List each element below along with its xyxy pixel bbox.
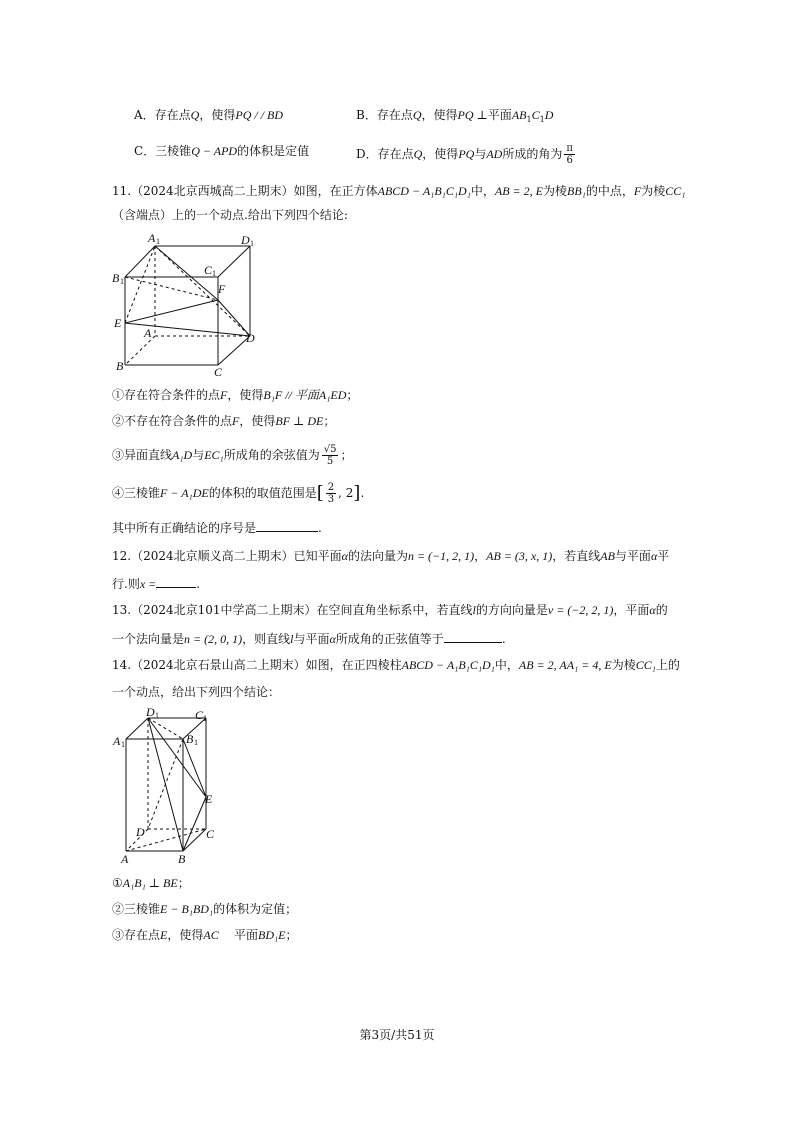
q14-s3-e: E bbox=[160, 928, 168, 942]
q14-s1-expr: A₁B₁ ⊥ BE bbox=[122, 876, 178, 890]
page-number: 第3页/共51页 bbox=[359, 1028, 435, 1042]
q14-s3-ac: AC bbox=[203, 928, 219, 942]
q11-s3-pre: ③异面直线 bbox=[112, 448, 173, 462]
q11-label-c: C bbox=[214, 365, 223, 379]
q14-label-a1: A bbox=[113, 734, 121, 748]
q12-answer-blank[interactable] bbox=[156, 577, 196, 588]
q13-line1-b: 的方向向量是 bbox=[475, 603, 548, 617]
q12-line2-a: 行.则 bbox=[112, 577, 140, 591]
q13-alpha2: α bbox=[329, 632, 336, 646]
q14-label-a1-sub: 1 bbox=[121, 740, 125, 749]
q11-label-e: E bbox=[114, 316, 122, 330]
q14-label-a: A bbox=[121, 852, 129, 865]
q11-statement-4 bbox=[112, 482, 364, 505]
q11-text1: 中， bbox=[470, 184, 495, 198]
q13-answer-blank[interactable] bbox=[444, 632, 502, 643]
q11-label-d1: D bbox=[241, 233, 250, 247]
q14-s3-tail: 平面 bbox=[233, 928, 258, 942]
q11-edge1: BB₁ bbox=[567, 184, 586, 198]
q11-s1-plane: A₁ED bbox=[318, 388, 347, 402]
q12-ab2: AB bbox=[600, 549, 615, 563]
option-d bbox=[356, 143, 577, 166]
q11-s2-mid: ，使得 bbox=[239, 414, 276, 428]
option-b-expr: PQ ⊥ bbox=[457, 108, 488, 122]
q11-label-d1-sub: 1 bbox=[250, 239, 254, 248]
q11-answer-end: . bbox=[318, 521, 322, 535]
option-c-text: 的体积是定值 bbox=[237, 144, 310, 158]
q12-line2 bbox=[112, 576, 200, 592]
q11-label-c1-sub: 1 bbox=[212, 269, 216, 278]
option-a-q: Q bbox=[190, 108, 200, 122]
q11-cube: ABCD − A₁B₁C₁D₁ bbox=[377, 184, 471, 198]
q14-edge: CC₁ bbox=[635, 658, 656, 672]
q11-s1-pre: ①存在符合条件的点 bbox=[112, 388, 221, 402]
q11-label-f: F bbox=[218, 282, 226, 296]
option-b-sub: 1 bbox=[526, 115, 532, 124]
q11-label-a1-sub: 1 bbox=[156, 237, 160, 246]
option-b-sub2: 1 bbox=[539, 115, 545, 124]
q14-s3-pre: ③存在点 bbox=[112, 928, 161, 942]
q13-line1-a: 13.（2024北京101中学高二上期末）在空间直角坐标系中，若直线 bbox=[112, 603, 473, 617]
q11-source: （2024北京西城高二上期末）如图，在正方体 bbox=[131, 184, 378, 198]
option-d-tail: 所成的角为 bbox=[502, 147, 563, 161]
q11-s4-bracket-right: ] bbox=[353, 482, 361, 504]
option-c bbox=[134, 143, 309, 159]
q13-alpha: α bbox=[649, 603, 656, 617]
q11-line1 bbox=[112, 183, 685, 199]
q13-line2-a: 一个法向量是 bbox=[112, 632, 185, 646]
q11-line2: （含端点）上的一个动点.给出下列四个结论: bbox=[112, 208, 348, 222]
q14-line1-c: 为棱 bbox=[611, 658, 636, 672]
q12-alpha2: α bbox=[650, 549, 658, 563]
q14-line2: 一个动点，给出下列四个结论： bbox=[112, 685, 281, 699]
q14-line1-a: 14.（2024北京石景山高二上期末）如图，在正四棱柱 bbox=[112, 658, 402, 672]
q11-cube-figure bbox=[110, 230, 270, 380]
q12-ab: AB = (3, x, 1) bbox=[486, 549, 553, 563]
q14-s1-pre: ① bbox=[112, 876, 123, 890]
q14-s1-end: ； bbox=[177, 876, 190, 890]
q11-s3-l2: EC₁ bbox=[204, 448, 224, 462]
q13-line2-end: . bbox=[501, 632, 506, 646]
q11-s3-den: 5 bbox=[326, 456, 334, 467]
q11-statement-3 bbox=[112, 444, 352, 467]
q11-s3-mid: 与 bbox=[192, 448, 205, 462]
option-d-text: ，使得 bbox=[422, 147, 459, 161]
q11-s4-bracket-left: [ bbox=[316, 482, 324, 504]
q11-f: F bbox=[633, 184, 642, 198]
q11-label-c1: C bbox=[204, 263, 213, 277]
q13-v: v = (−2, 2, 1) bbox=[547, 603, 614, 617]
q14-prism: ABCD − A₁B₁C₁D₁ bbox=[401, 658, 495, 672]
q14-s2-pre: ②三棱锥 bbox=[112, 902, 161, 916]
q14-label-c1: C bbox=[195, 708, 204, 722]
option-c-label: C．三棱锥 bbox=[134, 144, 192, 158]
option-a-expr: PQ / / BD bbox=[235, 108, 284, 122]
q14-s3-plane: BD₁E bbox=[258, 928, 286, 942]
q13-l: l bbox=[472, 603, 476, 617]
q13-l2: l bbox=[290, 632, 294, 646]
q13-line2-c: 与平面 bbox=[293, 632, 330, 646]
q12-comma: ， bbox=[474, 549, 487, 563]
q14-line1-b: 中， bbox=[494, 658, 519, 672]
option-b-q: Q bbox=[412, 108, 422, 122]
q12-line1-a: 12.（2024北京顺义高二上期末）已知平面 bbox=[112, 549, 342, 563]
q11-s4-expr: F − A₁DE bbox=[160, 486, 209, 500]
option-b-plane2: C bbox=[531, 108, 540, 122]
q14-line1-d: 上的 bbox=[655, 658, 680, 672]
q14-statement-1 bbox=[112, 875, 190, 891]
q14-label-d1: D bbox=[146, 705, 155, 719]
q11-text3: 的中点， bbox=[585, 184, 634, 198]
option-a-label: A．存在点 bbox=[134, 108, 191, 122]
option-d-q: Q bbox=[413, 147, 423, 161]
q11-s2-pre: ②不存在符合条件的点 bbox=[112, 414, 233, 428]
q11-label-b1: B bbox=[112, 271, 120, 285]
q12-line1-d: 与平面 bbox=[614, 549, 651, 563]
q14-cond: AB = 2, AA₁ = 4, E bbox=[518, 658, 612, 672]
q14-statement-3 bbox=[112, 927, 298, 943]
option-d-mid: 与 bbox=[474, 147, 487, 161]
option-a-text: ，使得 bbox=[199, 108, 236, 122]
q11-s4-fraction bbox=[326, 482, 336, 505]
q11-s4-end: . bbox=[360, 486, 365, 500]
q13-line2 bbox=[112, 631, 506, 647]
q14-s3-end: ； bbox=[285, 928, 298, 942]
q13-n: n = (2, 0, 1) bbox=[184, 632, 243, 646]
q14-s2-tail: 的体积为定值； bbox=[213, 902, 298, 916]
option-b-label: B．存在点 bbox=[356, 108, 413, 122]
q11-s4-num: 2 bbox=[327, 482, 335, 493]
q11-label-b: B bbox=[116, 359, 124, 373]
q11-label-a1: A bbox=[148, 231, 156, 245]
q12-alpha: α bbox=[341, 549, 348, 563]
option-b-text: ，使得 bbox=[421, 108, 458, 122]
q11-statement-1 bbox=[112, 387, 358, 403]
q11-edge2: CC₁ bbox=[665, 184, 686, 198]
q14-label-b: B bbox=[178, 852, 186, 865]
q14-label-d: D bbox=[136, 825, 145, 839]
q14-line1 bbox=[112, 657, 680, 673]
q11-answer-blank[interactable] bbox=[256, 521, 318, 532]
q14-s2-expr: E − B₁BD₁ bbox=[160, 902, 214, 916]
q12-line1-c: ，若直线 bbox=[552, 549, 601, 563]
q11-s3-l1: A₁D bbox=[172, 448, 193, 462]
option-d-frac-num: π bbox=[566, 143, 573, 154]
q11-s1-mid: ，使得 bbox=[227, 388, 264, 402]
q11-statement-2 bbox=[112, 413, 335, 429]
q11-s1-f: F bbox=[220, 388, 228, 402]
option-a bbox=[134, 107, 283, 123]
q11-label-d: D bbox=[246, 331, 255, 345]
q11-text4: 为棱 bbox=[641, 184, 666, 198]
q11-cond: AB = 2, E bbox=[494, 184, 543, 198]
option-d-p1: PQ bbox=[458, 147, 475, 161]
q11-s3-tail: 所成角的余弦值为 bbox=[223, 448, 320, 462]
q13-line2-b: ，则直线 bbox=[242, 632, 291, 646]
q14-label-b1: B bbox=[186, 732, 194, 746]
option-b-plane3: D bbox=[544, 108, 554, 122]
option-b bbox=[356, 107, 553, 128]
q14-s3-gap bbox=[219, 928, 234, 942]
option-c-expr: Q − APD bbox=[191, 144, 238, 158]
option-b-tail: 平面 bbox=[487, 108, 512, 122]
q14-label-d1-sub: 1 bbox=[155, 711, 159, 720]
q13-line2-d: 所成角的正弦值等于 bbox=[335, 632, 444, 646]
q12-line1 bbox=[112, 548, 669, 564]
option-d-label: D．存在点 bbox=[356, 147, 414, 161]
q12-x: x = bbox=[139, 577, 157, 591]
q14-statement-2 bbox=[112, 901, 297, 917]
q14-label-b1-sub: 1 bbox=[194, 738, 198, 747]
q11-s4-tail: 的体积的取值范围是 bbox=[208, 486, 317, 500]
q11-s3-num: √5 bbox=[323, 444, 337, 455]
q14-s3-mid: ，使得 bbox=[167, 928, 204, 942]
q14-label-c: C bbox=[206, 827, 215, 841]
option-d-p2: AD bbox=[486, 147, 503, 161]
option-d-frac-den: 6 bbox=[566, 155, 573, 166]
q11-s2-expr: BF ⊥ DE bbox=[275, 414, 324, 428]
q13-line1-d: 的 bbox=[655, 603, 668, 617]
q13-line1-c: ，平面 bbox=[613, 603, 650, 617]
q14-label-e: E bbox=[205, 792, 213, 806]
q11-label-b1-sub: 1 bbox=[120, 277, 124, 286]
q11-s4-den: 3 bbox=[327, 494, 335, 505]
option-b-plane: AB bbox=[511, 108, 527, 122]
q11-answer-text: 其中所有正确结论的序号是 bbox=[112, 521, 257, 535]
q11-s2-f: F bbox=[232, 414, 240, 428]
q11-text2: 为棱 bbox=[542, 184, 567, 198]
q11-s3-fraction bbox=[322, 444, 339, 467]
q12-line1-b: 的法向量为 bbox=[347, 549, 408, 563]
q11-label-a: A bbox=[144, 326, 152, 340]
q12-line1-e: 平 bbox=[657, 549, 670, 563]
q14-label-c1-sub: 1 bbox=[203, 714, 207, 723]
q11-s4-pre: ④三棱锥 bbox=[112, 486, 161, 500]
q11-s3-end: ； bbox=[340, 448, 353, 462]
q11-s1-expr: B₁F // 平面 bbox=[263, 388, 319, 402]
option-d-fraction bbox=[564, 143, 575, 166]
q11-s2-end: ； bbox=[323, 414, 336, 428]
q14-prism-figure bbox=[110, 705, 230, 865]
q11-number: 11. bbox=[112, 184, 132, 198]
q11-s4-rest: , 2 bbox=[338, 486, 354, 500]
q13-line1 bbox=[112, 602, 668, 618]
q12-n: n = (−1, 2, 1) bbox=[407, 549, 475, 563]
q11-s1-end: ； bbox=[346, 388, 359, 402]
q11-answer bbox=[112, 520, 322, 536]
q12-line2-end: . bbox=[196, 577, 201, 591]
